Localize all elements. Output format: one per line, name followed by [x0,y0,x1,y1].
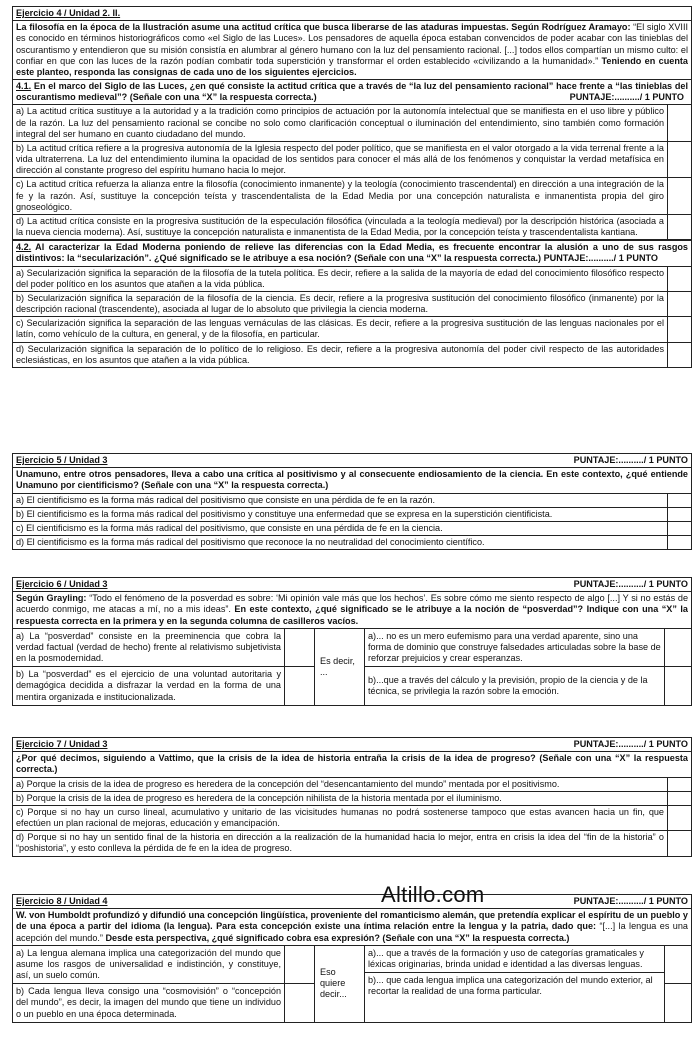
answer-box[interactable] [667,508,691,521]
question-text: En el marco del Siglo de las Luces, ¿en qué consiste la actitud crítica que a través de “la luz del pensamiento racional” hace frente a “las tinieblas del oscurantismo medieval”? (Señale con una “X” la respuesta correcta.) [16,81,688,103]
answer-box[interactable] [665,667,691,705]
option-text: b) La actitud crítica refiere a la progresiva autonomía de la Iglesia respecto del poder político, que se manifiesta en el valor otorgado a la vida terrenal frente a la vida ultraterrena. La luz del entendimiento ilumina la opacidad de los sentidos para conocer el más allá de los fenómenos y conquistar la verdad metafísica en dirección al constante progreso del espíritu humano hacia lo mejor. [16,142,664,176]
matching-grid [13,946,691,1022]
answer-box[interactable] [667,215,691,239]
option-text: d) La actitud crítica consiste en la progresiva sustitución de la especulación filosófica (vinculada a la teología medieval) por la descripción histórica (asociada a la nueva ciencia moderna). Así, sustituye la concepción naturalista e inmanentista de la Edad Media, por la concepción teísta y trascendentalista kantiana. [16,215,664,238]
answer-box[interactable] [667,343,691,367]
question-number: 4.1. [16,81,32,92]
answer-box[interactable] [667,292,691,316]
option-row [13,494,691,508]
answer-box[interactable] [667,494,691,507]
connector-text: Es decir, ... [315,629,365,705]
statement-lead: Según Grayling: [16,593,87,604]
option-text: d) Secularización significa la separación de lo político de lo religioso. Es decir, refiere a la progresiva autonomía del poder civil respecto de las autoridades eclesiásticas, en los asuntos que atañen a la vida pública. [16,343,664,365]
answer-box[interactable] [665,629,691,668]
answer-box[interactable] [667,536,691,549]
score-label: PUNTAJE:........../ 1 PUNTO [573,579,688,589]
exercise-title: Ejercicio 4 / Unidad 2. II. [16,8,121,18]
answer-box[interactable] [285,946,314,985]
connector-text: Eso quiere decir... [315,946,365,1022]
option-row [13,831,691,855]
answer-box[interactable] [667,317,691,341]
option-row [13,522,691,536]
question-text: Desde esta perspectiva, ¿qué significado cobra esa expresión? (Señale con una “X” la respuesta correcta.) [102,932,570,943]
score-label: PUNTAJE:........../ 1 PUNTO [573,896,688,906]
answer-box[interactable] [667,142,691,178]
answer-box[interactable] [667,267,691,291]
exercise-8 [12,894,692,1023]
statement-quote: “[...] la lengua es una acepción del mundo.” [16,921,688,943]
exercise-title: Ejercicio 7 / Unidad 3 [16,739,108,749]
question-text: En este contexto, ¿qué significado se le atribuye a la noción de “posverdad”? Indique con una “X” la respuesta correcta en la primera y en la segunda columna de casilleros vacíos. [16,604,688,626]
question-text: Al caracterizar la Edad Moderna poniendo de relieve las diferencias con la Edad Media, es frecuente encontrar la alusión a uno de sus rasgos distintivos: la “secularización”. ¿Qué significado se le atribuye a esa noción? (Señale con una “X” la respuesta correcta.) [16,242,688,264]
option-text: c) El cientificismo es la forma más radical del positivismo, que consiste en una pérdida de fe en la ciencia. [16,522,443,533]
option-row [13,105,691,142]
exercise-7 [12,737,692,857]
exercise-title: Ejercicio 6 / Unidad 3 [16,579,108,589]
option-text: d) El cientificismo es la forma más radical del positivismo que reconoce la no neutralidad del conocimiento científico. [16,537,485,548]
answer-box[interactable] [665,984,691,1022]
answer-box[interactable] [667,831,691,855]
answer-box[interactable] [667,778,691,791]
option-text: c) Secularización significa la separación de las lenguas vernáculas de las clásicas. Es decir, refiere a la progresiva sustitución de las lenguas nacionales por el latín, como vehículo de la cultura, en general, y de la filosofía, en particular. [16,318,664,340]
option-text: b) Porque la crisis de la idea de progreso es heredera de la concepción nihilista de la historia mentada por el iluminismo. [16,792,502,803]
question-4-2 [13,240,691,266]
option-text: d) Porque si no hay un sentido final de la historia en dirección a la realización de la humanidad hacia lo mejor, entra en crisis la idea del “fin de la historia” o “poshistoria”, y esto conlleva la pérdida de fe en la idea de progreso. [16,832,664,854]
option-row [13,792,691,806]
watermark: Altillo.com [381,882,485,907]
option-row [13,536,691,549]
answer-box[interactable] [665,946,691,985]
exercise-5-header [13,454,691,468]
exercise-6-header [13,578,691,592]
question-number: 4.2. [16,242,32,253]
right-option: b)... que cada lengua implica una categorización del mundo exterior, al recortar la realidad de una forma particular. [368,975,653,997]
left-option: a) La lengua alemana implica una categorización del mundo que asume los rasgos de universalidad e indistinción, y constituye, así, un suelo común. [13,946,284,985]
option-row [13,178,691,215]
answer-box[interactable] [667,105,691,141]
score-label: PUNTAJE:........../ 1 PUNTO [543,253,658,264]
answer-box[interactable] [667,178,691,214]
option-row [13,292,691,317]
option-text: a) La actitud crítica sustituye a la autoridad y a la tradición como principios de actuación por la autonomía intelectual que se manifiesta en el uso libre y público de la razón. La luz del pensamiento racional se concibe no solo como clarificación conceptual o iluminación del entendimiento, sino también como formación integral del ser humano en cuanto ciudadano del mundo. [16,106,664,139]
exercise-4 [12,6,692,368]
exercise-6-statement [13,592,691,629]
left-option: b) Cada lengua lleva consigo una “cosmovisión” o “concepción del mundo”, es decir, la imagen del mundo que tiene un individuo o un pueblo en una época determinada. [16,986,281,1019]
question-4-1 [13,80,691,105]
option-row [13,317,691,342]
option-row [13,343,691,367]
question-text: Unamuno, entre otros pensadores, lleva a cabo una crítica al positivismo y al consecuente endiosamiento de la ciencia. En este contexto, ¿qué entiende Unamuno por cientificismo? (Señale con una “X” la respuesta correcta.) [13,468,691,493]
answer-box[interactable] [285,667,314,705]
option-row [13,142,691,179]
option-row [13,778,691,792]
answer-box[interactable] [285,984,314,1022]
option-text: c) Porque si no hay un curso lineal, acumulativo y unitario de las vicisitudes humanas no podrá sostenerse tampoco que estas avancen hacia un fin, que efectúen un plan racional de mejoras, educación y emancipación. [16,806,664,829]
exercise-title: Ejercicio 8 / Unidad 4 [16,896,108,906]
right-option: a)... que a través de la formación y uso de categorías gramaticales y léxicas originarias, brinda unidad e identidad a las diversas lenguas. [365,946,664,973]
option-text: b) Secularización significa la separación de la filosofía de la ciencia. Es decir, refiere a la progresiva sustitución del conocimiento filosófico (inmanente) por la descripción racional (trascendente), asociada al lugar de lo absoluto que privilegia la ciencia moderna. [16,292,664,315]
exercise-6 [12,577,692,706]
exercise-title: Ejercicio 5 / Unidad 3 [16,455,108,465]
answer-box[interactable] [667,806,691,830]
intro-bold: La filosofía en la época de la Ilustración asume una actitud crítica que busca liberarse de las ataduras impuestas. Según Rodríguez Aramayo: [16,22,631,33]
left-option: b) La “posverdad” es el ejercicio de una voluntad autoritaria y demagógica decidida a disfrazar la verdad en la forma de una mentira organizada e institucionalizada. [16,669,281,702]
option-text: a) Secularización significa la separación de la filosofía de la tutela política. Es decir, refiere a la salida de la mayoría de edad del conocimiento filosófico respecto del poder político en los asuntos que atañen a la vida pública. [16,267,664,289]
answer-box[interactable] [285,629,314,668]
question-text: ¿Por qué decimos, siguiendo a Vattimo, que la crisis de la idea de historia entraña la crisis de la idea de progreso? (Señale con una “X” la respuesta correcta.) [13,752,691,777]
exercise-8-statement [13,909,691,946]
option-row [13,508,691,522]
statement-lead: W. von Humboldt profundizó y difundió una concepción lingüística, proveniente del romanticismo alemán, que pretendía explicar el espíritu de un pueblo y de una época a partir del idioma (la lengua). Para esta concepción existe una íntima relación entre la lengua y la patria, dado que: [16,910,688,932]
option-text: b) El cientificismo es la forma más radical del positivismo y constituye una enfermedad que se expresa en la superstición cientificista. [16,508,553,519]
score-label: PUNTAJE:........../ 1 PUNTO [573,739,688,749]
statement-quote: “Todo el fenómeno de la posverdad es sobre: ‘Mi opinión vale más que los hechos’. Es sobre cómo me siento respecto de algo [...] Y si no estás de acuerdo conmigo, me atacas a mí, no a mis ideas”. [16,593,689,615]
option-text: c) La actitud crítica refuerza la alianza entre la filosofía (conocimiento inmanente) y la teología (conocimiento trascendental) en dirección a una integración de la fe y la razón. Así, sustituye la concepción teísta y trascendentalista de la Edad Media por una concepción naturalista e inmanentista propia del giro gnoseológico. [16,179,664,212]
exercise-4-header [13,7,691,21]
right-option: a)... no es un mero eufemismo para una verdad aparente, sino una forma de dominio que construye falsedades articuladas sobre la base de reforzar prejuicios y crear esperanzas. [365,629,664,668]
option-text: a) Porque la crisis de la idea de progreso es heredera de la concepción del “desencantamiento del mundo” mentada por el positivismo. [16,778,560,789]
left-option: a) La “posverdad” consiste en la preeminencia que cobra la verdad factual (verdad de hecho) frente al relativismo subjetivista en la posmodernidad. [13,629,284,668]
option-row [13,215,691,240]
right-option: b)...que a través del cálculo y la previsión, propio de la ciencia y de la técnica, se privilegia la razón sobre la emoción. [368,675,648,697]
option-row [13,806,691,831]
exercise-7-header [13,738,691,752]
score-label: PUNTAJE:........../ 1 PUNTO [573,455,688,465]
exercise-5 [12,453,692,550]
answer-box[interactable] [667,792,691,805]
answer-box[interactable] [667,522,691,535]
matching-grid [13,629,691,705]
score-label: PUNTAJE:........../ 1 PUNTO [569,92,684,103]
option-row [13,267,691,292]
exercise-8-header [13,895,691,909]
intro-instruction: Teniendo en cuenta este planteo, responda las consignas de cada uno de los siguientes ejercicios. [16,55,688,77]
exercise-4-intro [13,21,691,80]
option-text: a) El cientificismo es la forma más radical del positivismo que consiste en una pérdida de fe en la razón. [16,494,436,505]
intro-quote: “El siglo XVIII es conocido en términos historiográficos como «el Siglo de las Luces». Los pensadores de aquella época estaban convencidos de poder acabar con las tinieblas del oscurantismo y entendieron que su misión consistía en alumbrar al género humano con la luz del pensamiento racional. [...] todos ellos compartían un mismo culto: el confiar en que con las luces de la razón podían combatir toda superstición y transformar el orden establecido «civilizando a la humanidad».” [16,22,688,66]
